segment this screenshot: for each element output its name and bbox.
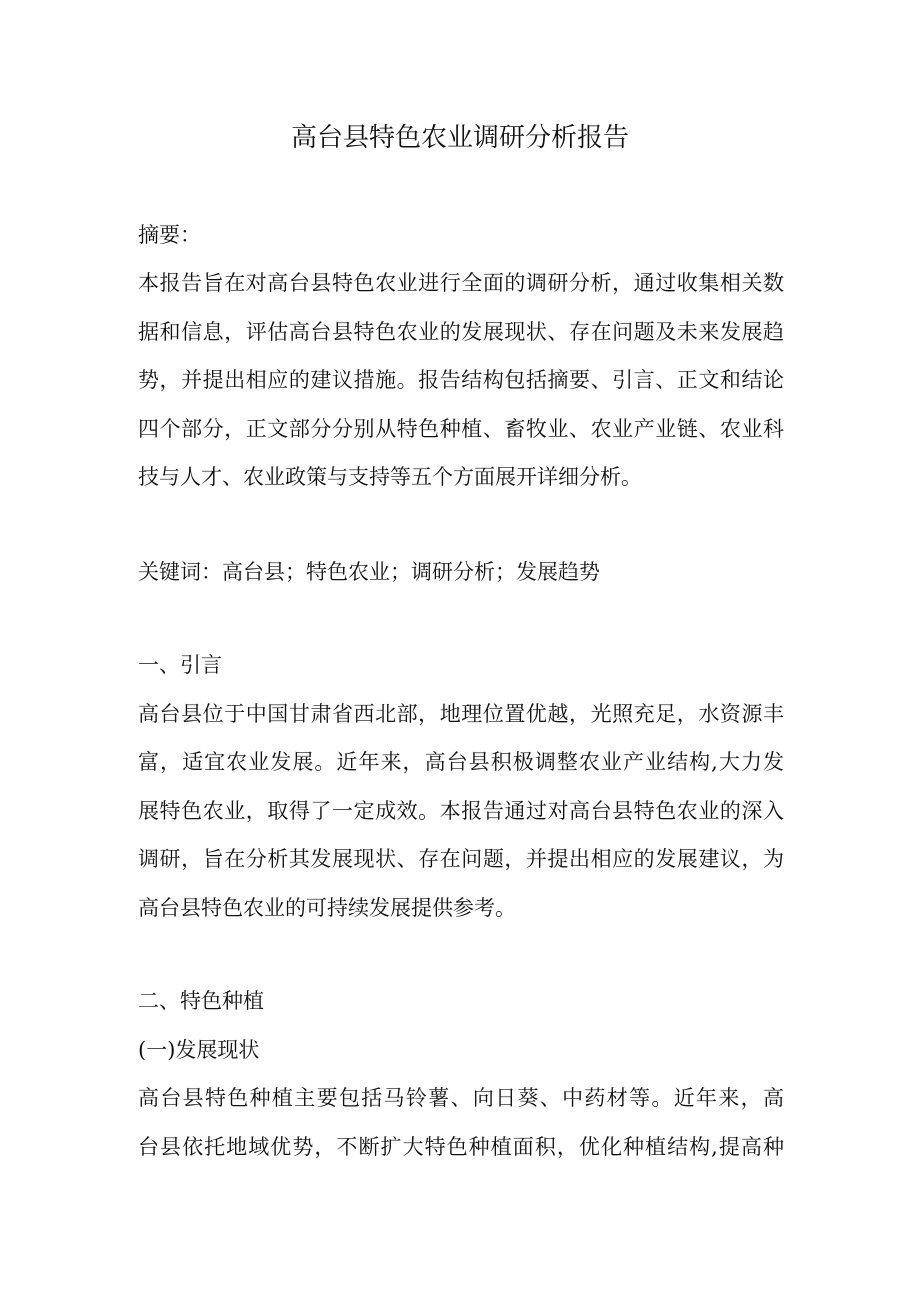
section-paragraph-line: 富，适宜农业发展。近年来，高台县积极调整农业产业结构,大力发 [138,750,784,774]
section-paragraph-line: 高台县特色种植主要包括马铃薯、向日葵、中药材等。近年来，高 [138,1086,784,1110]
section-heading: 一、引言 [138,653,222,677]
abstract-line: 本报告旨在对高台县特色农业进行全面的调研分析，通过收集相关数 [138,271,784,295]
subsection-heading: (一)发展现状 [138,1038,260,1062]
document-title: 高台县特色农业调研分析报告 [290,123,629,153]
section-paragraph-line: 展特色农业，取得了一定成效。本报告通过对高台县特色农业的深入 [138,799,784,823]
section-heading: 二、特色种植 [138,989,264,1013]
abstract-heading: 摘要： [138,223,201,247]
abstract-line: 技与人才、农业政策与支持等五个方面展开详细分析。 [138,465,642,489]
section-paragraph-line: 高台县特色农业的可持续发展提供参考。 [138,896,516,920]
abstract-line: 四个部分，正文部分分别从特色种植、畜牧业、农业产业链、农业科 [138,417,784,441]
abstract-line: 据和信息，评估高台县特色农业的发展现状、存在问题及未来发展趋 [138,320,784,344]
abstract-line: 势，并提出相应的建议措施。报告结构包括摘要、引言、正文和结论 [138,368,784,392]
section-paragraph-line: 台县依托地域优势，不断扩大特色种植面积，优化种植结构,提高种 [138,1135,784,1159]
section-paragraph-line: 调研，旨在分析其发展现状、存在问题，并提出相应的发展建议，为 [138,847,784,871]
keywords: 关键词：高台县；特色农业；调研分析；发展趋势 [138,560,600,584]
section-paragraph-line: 高台县位于中国甘肃省西北部，地理位置优越，光照充足，水资源丰 [138,702,784,726]
